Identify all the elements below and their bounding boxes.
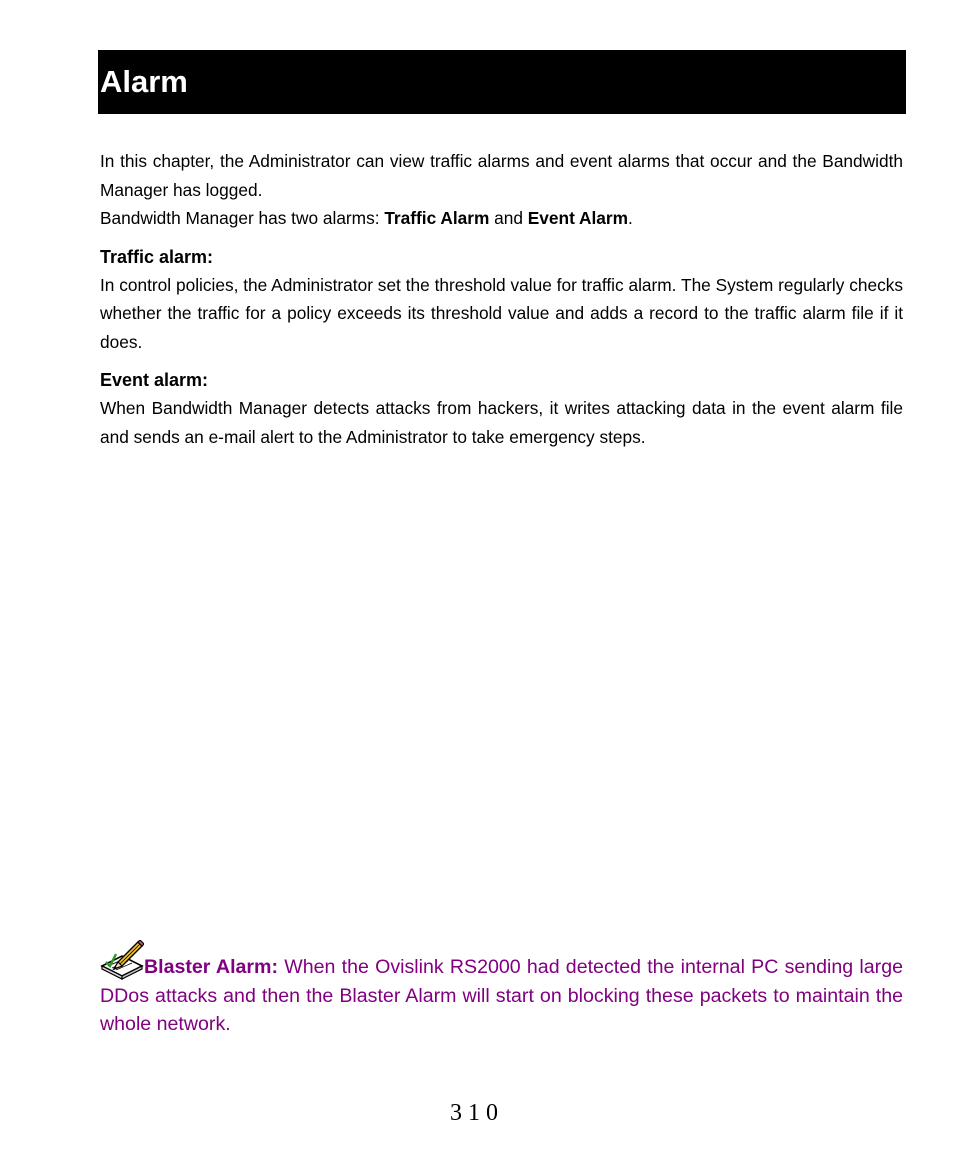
event-alarm-heading: Event alarm: — [100, 370, 209, 390]
blaster-alarm-label: Blaster Alarm: — [144, 956, 278, 978]
chapter-title-bar — [98, 50, 906, 114]
traffic-alarm-heading: Traffic alarm: — [100, 246, 214, 267]
page-number: 310 — [450, 1100, 504, 1126]
event-alarm-term: Event Alarm — [527, 208, 628, 228]
traffic-alarm-body: In control policies, the Administrator set the threshold value for traffic alarm. The System regularly checks whether the traffic for a policy exceeds its threshold value and adds a record to the traffic alarm file if it does. — [100, 274, 903, 352]
traffic-alarm-term: Traffic Alarm — [384, 208, 490, 228]
pencil-note-icon — [100, 940, 144, 980]
intro-alarms-mid: and — [489, 208, 528, 228]
chapter-title: Alarm — [100, 64, 188, 99]
blaster-alarm-text: When the Ovislink RS2000 had detected the internal PC sending large DDos attacks and then the Blaster Alarm will start on blocking these packets to maintain the whole network. — [100, 956, 903, 1035]
blaster-alarm-note — [100, 940, 903, 1039]
intro-alarms-line — [100, 204, 903, 233]
intro-alarms-prefix: Bandwidth Manager has two alarms: — [100, 208, 385, 228]
event-alarm-body: When Bandwidth Manager detects attacks from hackers, it writes attacking data in the event alarm file and sends an e-mail alert to the Administrator to take emergency steps. — [100, 398, 903, 447]
intro-alarms-suffix: . — [627, 208, 633, 228]
intro-paragraph: In this chapter, the Administrator can view traffic alarms and event alarms that occur and the Bandwidth Manager has logged. — [100, 151, 903, 200]
chapter-content — [100, 147, 903, 451]
